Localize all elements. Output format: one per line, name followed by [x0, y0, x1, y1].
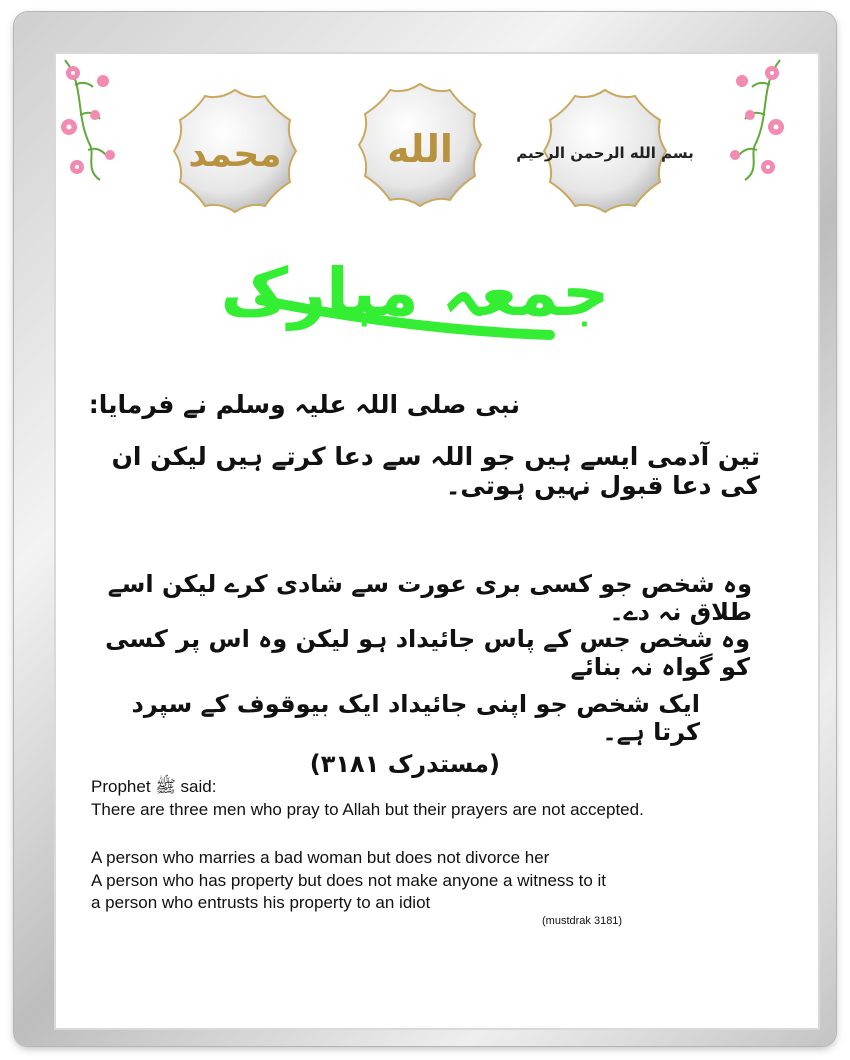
urdu-line1: تین آدمی ایسے ہیں جو اللہ سے دعا کرتے ہیں لیکن ان کی دعا قبول نہیں ہوتی۔ — [111, 442, 760, 500]
medallion-bismillah-label: بسم الله الرحمن الرحيم — [516, 144, 694, 162]
medallion-allah — [355, 80, 485, 210]
english-point2: A person who has property but does not make anyone a witness to it — [91, 871, 607, 890]
english-reference: (mustdrak 3181) — [542, 915, 623, 927]
urdu-point1: وہ شخص جو کسی بری عورت سے شادی کرے لیکن اسے طلاق نہ دے۔ — [107, 570, 752, 626]
flower-right-icon — [695, 55, 790, 185]
medallion-muhammad-label: محمد — [188, 134, 282, 175]
urdu-point3: ایک شخص جو اپنی جائیداد ایک بیوقوف کے سپرد کرتا ہے۔ — [131, 690, 700, 746]
flower-left-icon — [55, 55, 150, 185]
english-line1: There are three men who pray to Allah but their prayers are not accepted. — [91, 800, 644, 819]
jumma-mubarak-title — [220, 240, 610, 360]
english-intro: Prophet ﷺ said: — [91, 777, 217, 796]
medallion-allah-label: الله — [387, 127, 453, 171]
urdu-reference: (مستدرک ۳۱۸۱) — [309, 750, 500, 778]
urdu-point2: وہ شخص جس کے پاس جائیداد ہو لیکن وہ اس پر کسی کو گواہ نہ بنائے — [105, 625, 750, 681]
title-text: جمعہ مبارک — [220, 254, 610, 331]
english-point1: A person who marries a bad woman but does not divorce her — [91, 848, 550, 867]
medallion-muhammad — [170, 86, 300, 216]
english-point3: a person who entrusts his property to an idiot — [91, 893, 431, 912]
urdu-intro: نبی صلی اللہ علیہ وسلم نے فرمایا: — [88, 390, 520, 419]
medallion-bismillah — [516, 86, 694, 216]
